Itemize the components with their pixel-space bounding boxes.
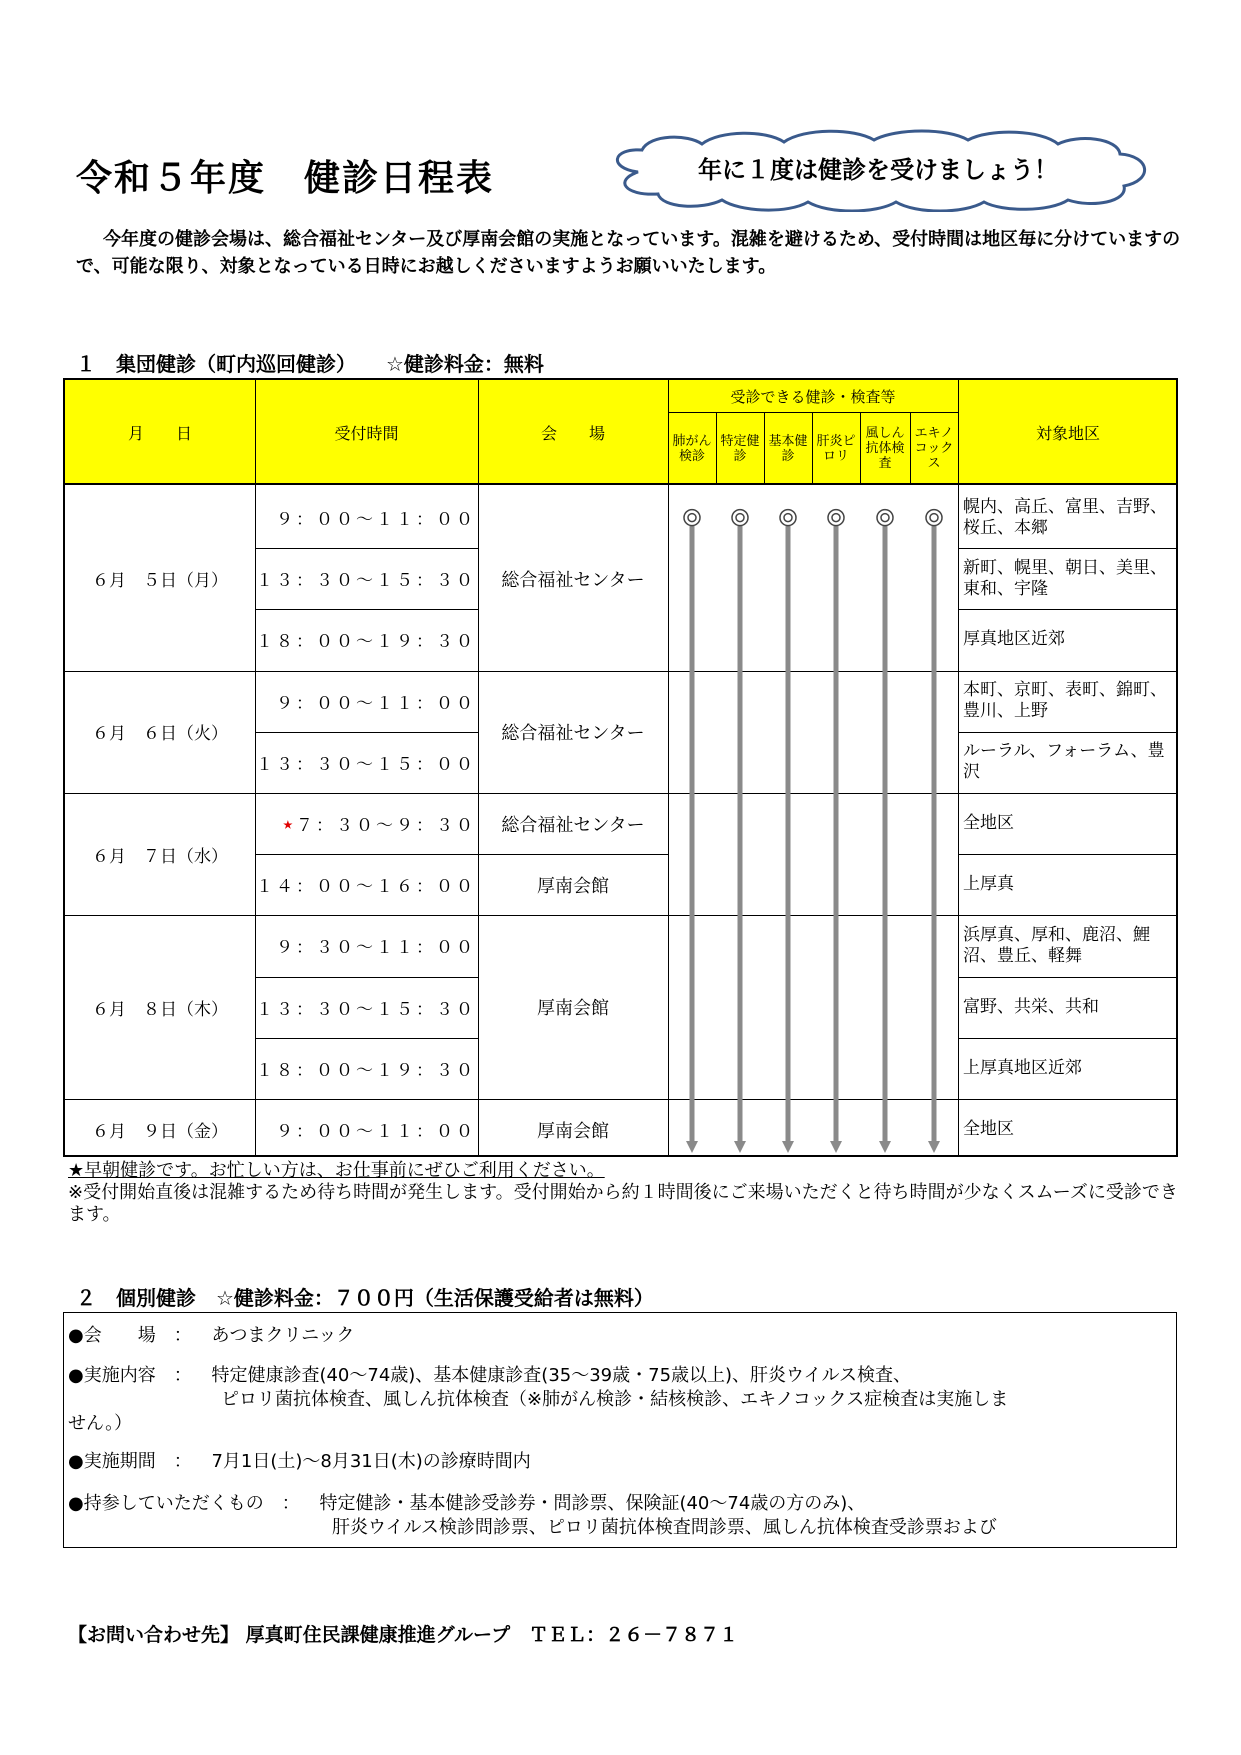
- time-text: １８：００～１９：３０: [256, 632, 476, 653]
- area-cell: 厚真地区近郊: [963, 629, 1065, 650]
- exam-arrow: [877, 510, 893, 1153]
- area-cell: 上厚真地区近郊: [963, 1057, 1082, 1078]
- page-title: 令和５年度 健診日程表: [76, 158, 495, 199]
- venue-cell: 総合福祉センター: [501, 814, 645, 836]
- venue-cell: 総合福祉センター: [501, 569, 645, 591]
- area-cell: ルーラル、フォーラム、豊沢: [963, 741, 1165, 783]
- period-row: [68, 1447, 531, 1473]
- header-exam-5: 風しん抗体検査: [865, 426, 905, 471]
- venue-row: [68, 1321, 354, 1347]
- time-text: ９：００～１１：００: [276, 693, 476, 714]
- header-exam-4: 肝炎ピロリ: [816, 433, 856, 464]
- exam-arrows: [65, 380, 1178, 1157]
- header-time: 受付時間: [334, 424, 399, 443]
- content-line3: せん。）: [68, 1413, 133, 1434]
- period-label: ●実施期間 ：: [68, 1451, 192, 1472]
- time-text: １３：３０～１５：３０: [256, 571, 476, 592]
- period-value: 7月1日(土)～8月31日(木)の診療時間内: [211, 1451, 531, 1472]
- area-cell: 幌内、高丘、富里、吉野、桜丘、本郷: [963, 496, 1167, 538]
- area-cell: 新町、幌里、朝日、美里、東和、宇隆: [963, 557, 1167, 599]
- header-exam-1: 肺がん検診: [672, 433, 712, 464]
- area-cell: 全地区: [963, 813, 1014, 834]
- header-exam-6: エキノコックス: [914, 426, 954, 471]
- exam-arrow: [684, 510, 700, 1153]
- time-text: ９：００～１１：００: [276, 1122, 476, 1143]
- time-text: １８：００～１９：３０: [256, 1060, 476, 1081]
- venue-cell: 厚南会館: [537, 875, 609, 897]
- early-star-icon: ★: [282, 813, 296, 834]
- area-cell: 浜厚真、厚和、鹿沼、鯉沼、豊丘、軽舞: [963, 924, 1150, 966]
- note-early: ★早朝健診です。お忙しい方は、お仕事前にぜひご利用ください。: [68, 1160, 605, 1181]
- exam-arrow: [828, 510, 844, 1153]
- header-venue: 会 場: [540, 424, 605, 443]
- content-line2: ピロリ菌抗体検査、風しん抗体検査（※肺がん検診・結核検診、エキノコックス症検査は実施しま: [221, 1389, 1009, 1410]
- slogan-text: 年に１度は健診を受けましょう！: [698, 156, 1058, 184]
- bring-line1: 特定健診・基本健診受診券・問診票、保険証(40～74歳の方のみ)、: [319, 1493, 866, 1514]
- header-exams-group: 受診できる健診・検査等: [730, 387, 896, 406]
- area-cell: 富野、共栄、共和: [963, 996, 1099, 1017]
- contact-footer: 【お問い合わせ先】 厚真町住民課健康推進グループ ＴＥＬ：２６－７８７１: [68, 1624, 739, 1646]
- bring-row: [68, 1489, 865, 1515]
- venue-label: ●会 場 ：: [68, 1325, 192, 1346]
- content-label: ●実施内容 ：: [68, 1365, 192, 1386]
- time-text: ９：３０～１１：００: [276, 938, 476, 959]
- time-text: １３：３０～１５：３０: [256, 999, 476, 1020]
- content-line1: 特定健康診査(40～74歳)、基本健康診査(35～39歳・75歳以上)、肝炎ウイルス検査、: [211, 1365, 911, 1386]
- time-text: ９：００～１１：００: [276, 510, 476, 531]
- exam-arrow: [780, 510, 796, 1153]
- date-cell: ６月 ６日（火）: [92, 724, 228, 745]
- content-row: [68, 1361, 911, 1387]
- time-text: １４：００～１６：００: [256, 877, 476, 898]
- date-cell: ６月 ５日（月）: [92, 571, 228, 592]
- exam-arrow: [926, 510, 942, 1153]
- bring-label: ●持参していただくもの ：: [68, 1493, 300, 1514]
- slogan-cloud: [598, 128, 1158, 212]
- individual-checkup-box: [63, 1312, 1177, 1548]
- venue-cell: 総合福祉センター: [501, 722, 645, 744]
- notes: [68, 1160, 1178, 1226]
- header-date: 月 日: [127, 424, 192, 443]
- header-exam-2: 特定健診: [720, 433, 760, 464]
- venue-cell: 厚南会館: [537, 1120, 609, 1142]
- header-exam-3: 基本健診: [768, 433, 808, 464]
- venue-cell: 厚南会館: [537, 998, 609, 1020]
- venue-value: あつまクリニック: [211, 1325, 355, 1346]
- note-wait: ※受付開始直後は混雑するため待ち時間が発生します。受付開始から約１時間後にご来場いただくと待ち時間が少なくスムーズに受診できます。: [68, 1182, 1178, 1225]
- exam-arrow: [732, 510, 748, 1153]
- area-cell: 本町、京町、表町、錦町、豊川、上野: [963, 680, 1167, 722]
- area-cell: 上厚真: [963, 874, 1014, 895]
- intro-paragraph: 今年度の健診会場は、総合福祉センター及び厚南会館の実施となっています。混雑を避けるため、受付時間は地区毎に分けていますので、可能な限り、対象となっている日時にお越しくださいますようお願いいたします。: [76, 229, 1181, 277]
- schedule-table: [63, 378, 1178, 1157]
- area-cell: 全地区: [963, 1119, 1014, 1140]
- time-text: １３：３０～１５：００: [256, 754, 476, 775]
- time-text: ７：３０～９：３０: [296, 816, 476, 837]
- section2-title: ２ 個別健診 ☆健診料金：７００円（生活保護受給者は無料）: [76, 1286, 654, 1310]
- date-cell: ６月 ８日（木）: [92, 999, 228, 1020]
- header-area: 対象地区: [1035, 424, 1100, 443]
- section1-title: １ 集団健診（町内巡回健診） ☆健診料金：無料: [76, 352, 544, 376]
- bring-line2: 肝炎ウイルス検診問診票、ピロリ菌抗体検査問診票、風しん抗体検査受診票および: [332, 1517, 997, 1538]
- date-cell: ６月 ７日（水）: [92, 846, 228, 867]
- date-cell: ６月 ９日（金）: [92, 1122, 228, 1143]
